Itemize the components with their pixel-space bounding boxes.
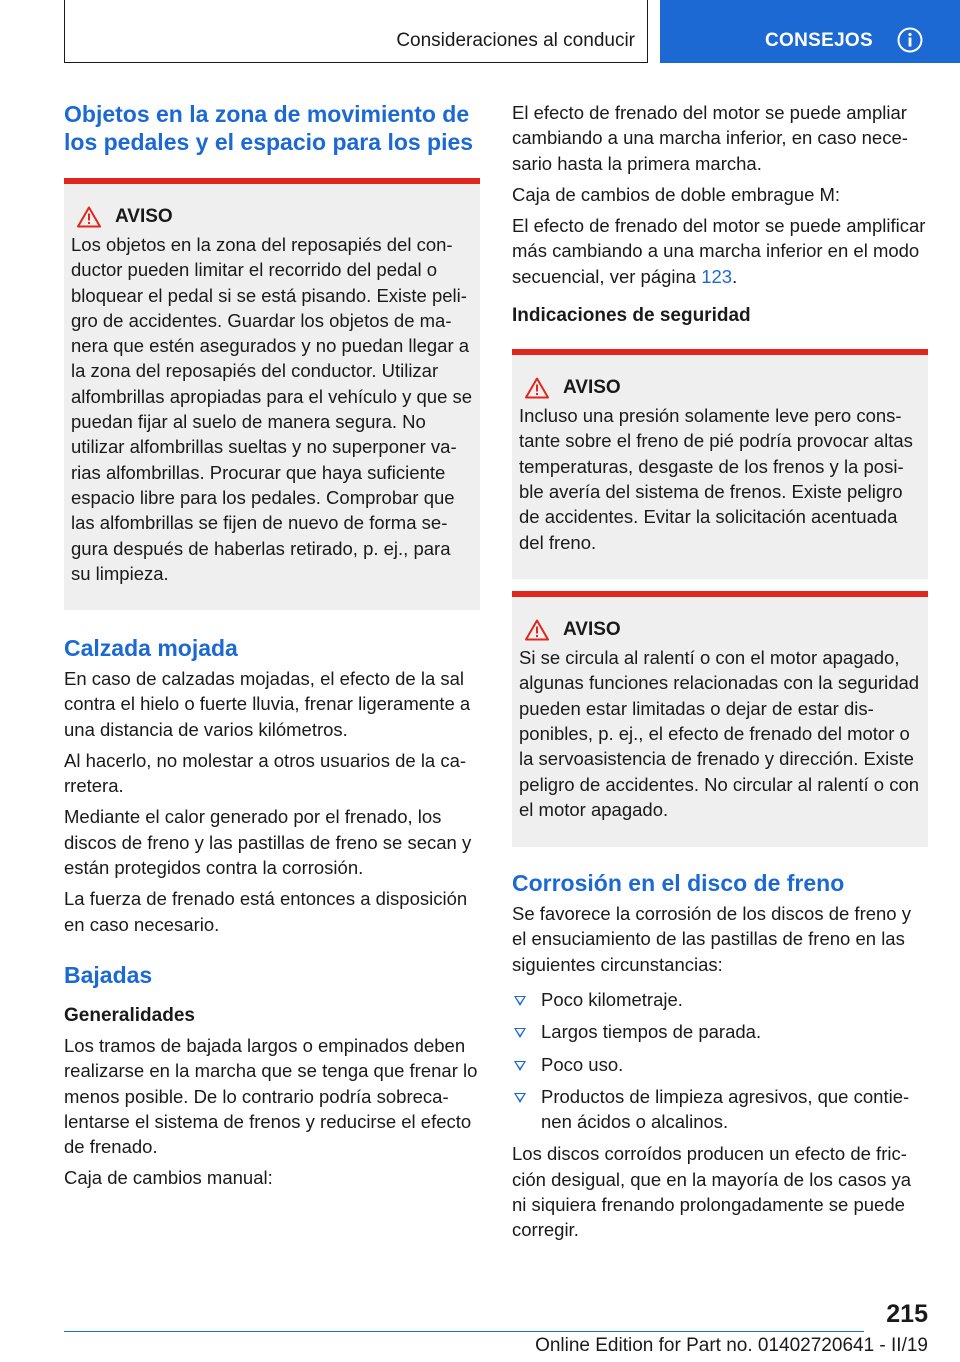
warning-triangle-icon <box>77 206 101 228</box>
paragraph: En caso de calzadas mojadas, el efecto de la sal contra el hielo o fuerte lluvia, frenar ligeramente a una distancia de varios kilómetros. <box>64 668 471 740</box>
info-icon[interactable] <box>897 27 923 53</box>
warning-triangle-icon <box>525 619 549 641</box>
heading-objetos-pedales: Objetos en la zona de movimiento de los pedales y el espacio para los pies <box>64 101 474 155</box>
paragraph-text: El efecto de frenado del motor se puede amplificar más cambiando a una marcha inferior en el modo secuencial, ver página <box>512 215 926 287</box>
list-item <box>512 1084 928 1135</box>
page-link-123[interactable]: 123 <box>701 265 733 287</box>
paragraph: Al hacerlo, no molestar a otros usuarios de la carretera. <box>64 749 467 797</box>
warning-title: AVISO <box>115 206 173 227</box>
warning-text: Los objetos en la zona del reposapiés del conductor pueden limitar el recorrido del pedal o bloquear el pedal si se está pisando. Existe peligro de accidentes. Guardar los objetos de manera que estén asegurados y no puedan llegar a la zona del reposapiés del conductor. Utilizar alfombrillas apropiadas para el vehículo y que se puedan fijar al suelo de manera segura. No utilizar alfombrillas sueltas y no superponer varias alfombrillas. Procurar que haya suficiente espacio libre para los pedales. Comprobar que las alfombrillas se fijen de nuevo de forma segura después de haberlas retirado, p. ej., para su limpieza. <box>71 234 473 584</box>
heading-indicaciones-seguridad: Indicaciones de seguridad <box>512 305 751 327</box>
warning-triangle-icon <box>525 377 549 399</box>
paragraph: Mediante el calor generado por el frenado, los discos de freno y las pastillas de freno se secan y están protegidos contra la corrosión. <box>64 806 472 879</box>
heading-generalidades: Generalidades <box>64 1004 195 1026</box>
warning-text: Si se circula al ralentí o con el motor apagado, algunas funciones relacionadas con la seguridad pueden estar limitadas o dejar de estar disponibles, p. ej., el efecto de frenado del motor o la servoasistencia de frenado y dirección. Existe peligro de accidentes. No circular al ralentí o con el motor apagado. <box>519 647 920 820</box>
heading-corrosion-disco: Corrosión en el disco de freno <box>512 870 845 897</box>
paragraph: La fuerza de frenado está entonces a disposición en caso necesario. <box>64 888 468 935</box>
tab-consejos[interactable] <box>660 0 960 63</box>
bullet-triangle-icon <box>514 1093 526 1103</box>
warning-box-presion-freno <box>512 349 928 579</box>
right-column <box>512 100 928 1249</box>
paragraph: Los discos corroídos producen un efecto de fricción desigual, que en la mayoría de los casos ya ni siquiera frenando prolongadamente se puede corregir. <box>512 1143 912 1241</box>
left-column <box>64 100 480 1197</box>
header-section-title: Consideraciones al conducir <box>396 30 635 51</box>
warning-box-objetos <box>64 178 480 610</box>
bullet-triangle-icon <box>514 1028 526 1038</box>
paragraph: El efecto de frenado del motor se puede ampliar cambiando a una marcha inferior, en caso necesario hasta la primera marcha. <box>512 102 908 174</box>
warning-text: Incluso una presión solamente leve pero constante sobre el freno de pié podría provocar altas temperaturas, desgaste de los frenos y la posible avería del sistema de frenos. Existe peligro de accidentes. Evitar la solicitación acentuada del freno. <box>519 405 913 553</box>
header-section-box <box>64 0 648 63</box>
list-item-text: Poco kilometraje. <box>541 988 683 1010</box>
paragraph: Los tramos de bajada largos o empinados deben realizarse en la marcha que se tenga que frenar lo menos posible. De lo contrario podría sobrecalentarse el sistema de frenos y reducirse el efecto de frenado. <box>64 1034 478 1158</box>
warning-title: AVISO <box>563 377 621 399</box>
footer-edition: Online Edition for Part no. 01402720641 - II/19 <box>535 1335 928 1356</box>
list-item-text: Poco uso. <box>541 1053 624 1075</box>
paragraph: Caja de cambios manual: <box>64 1167 273 1189</box>
paragraph <box>512 213 928 289</box>
warning-title: AVISO <box>563 619 621 641</box>
tab-consejos-label: CONSEJOS <box>765 30 873 51</box>
page-number: 215 <box>886 1300 928 1328</box>
paragraph-text: . <box>732 265 738 287</box>
list-item <box>512 1019 928 1044</box>
heading-calzada-mojada: Calzada mojada <box>64 635 238 661</box>
heading-bajadas: Bajadas <box>64 961 153 988</box>
bullet-list <box>512 987 928 1134</box>
list-item-text: Productos de limpieza agresivos, que contienen ácidos o alcalinos. <box>541 1085 910 1133</box>
paragraph: Caja de cambios de doble embrague M: <box>512 183 841 205</box>
list-item <box>512 987 928 1012</box>
bullet-triangle-icon <box>514 1061 526 1071</box>
list-item <box>512 1052 928 1077</box>
list-item-text: Largos tiempos de parada. <box>541 1021 762 1043</box>
paragraph: Se favorece la corrosión de los discos de freno y el ensuciamiento de las pastillas de freno en las siguientes circunstancias: <box>512 903 911 975</box>
bullet-triangle-icon <box>514 996 526 1006</box>
footer-divider <box>64 1331 864 1332</box>
warning-box-ralenti <box>512 591 928 847</box>
